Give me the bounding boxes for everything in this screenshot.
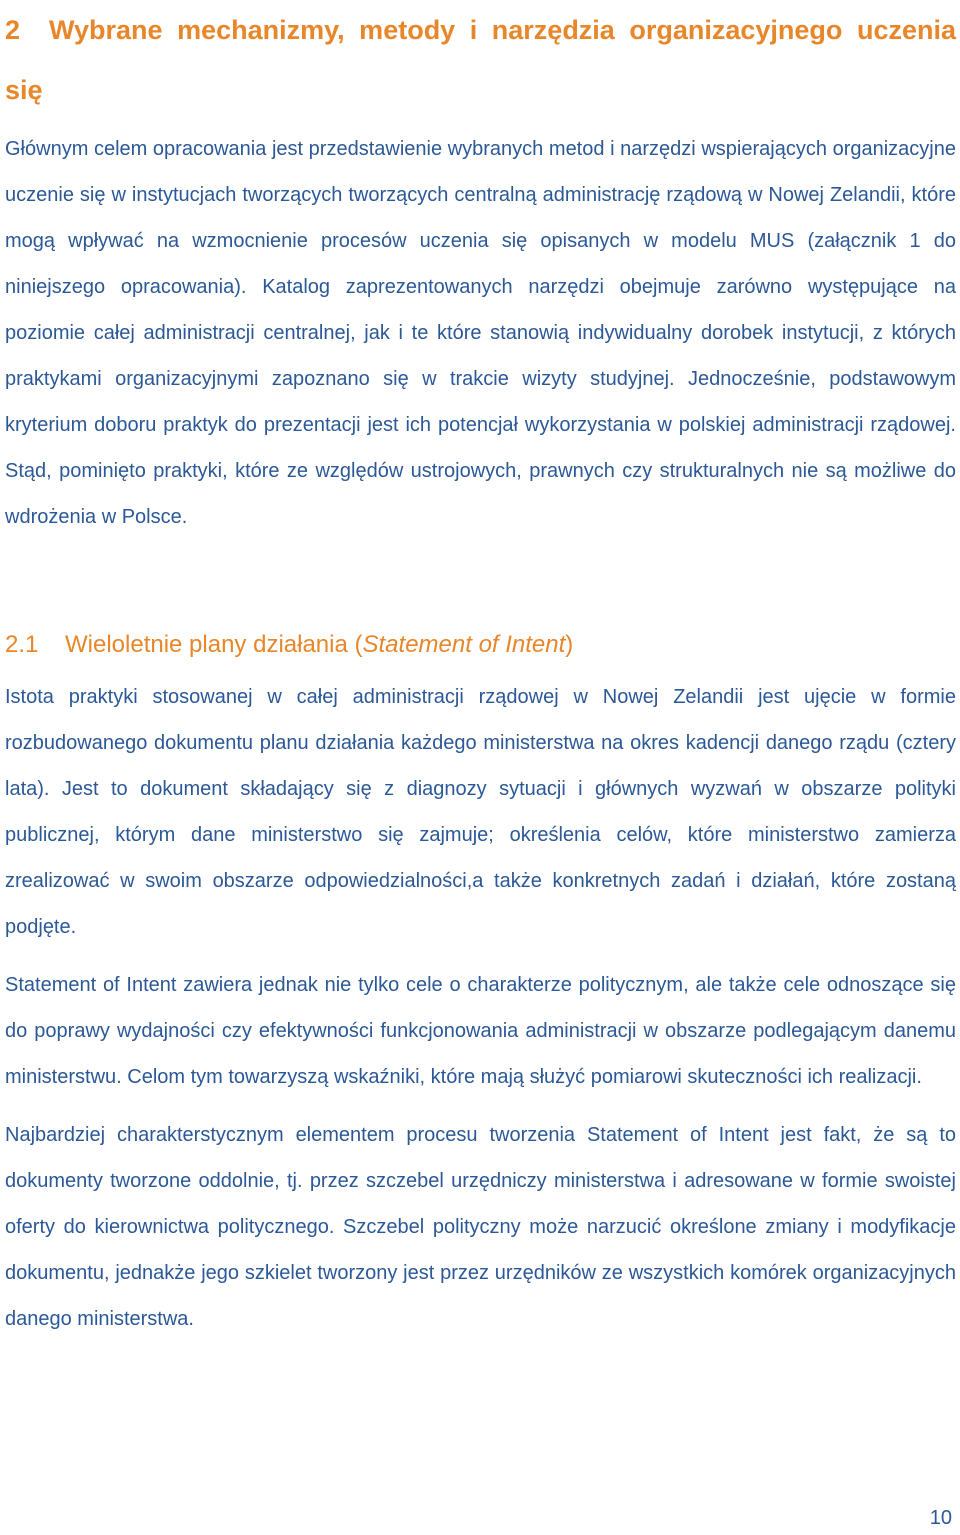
section-paragraph-2: Statement of Intent zawiera jednak nie tylko cele o charakterze politycznym, ale także cele odnoszące się do poprawy wydajności czy efektywności funkcjonowania administracji w obszarze podlegającym danemu ministerstwu. Celom tym towarzyszą wskaźniki, które mają służyć pomiarowi skuteczności ich realizacji. — [5, 974, 956, 1088]
intro-paragraph: Głównym celem opracowania jest przedstawienie wybranych metod i narzędzi wspierających organizacyjne uczenie się w instytucjach tworzących tworzących centralną administrację rządową w Nowej Zelandii, które mogą wpływać na wzmocnienie procesów uczenia się opisanych w modelu MUS (załącznik 1 do niniejszego opracowania). Katalog zaprezentowanych narzędzi obejmuje zarówno występujące na poziomie całej administracji centralnej, jak i te które stanowią indywidualny dorobek instytucji, z których praktykami organizacyjnymi zapoznano się w trakcie wizyty studyjnej. Jednocześnie, podstawowym kryterium doboru praktyk do prezentacji jest ich potencjał wykorzystania w polskiej administracji rządowej. Stąd, pominięto praktyki, które ze względów ustrojowych, prawnych czy strukturalnych nie są możliwe do wdrożenia w Polsce. — [5, 138, 956, 528]
section-title-italic: Statement of Intent — [362, 631, 566, 658]
chapter-number: 2 — [5, 15, 21, 45]
chapter-heading — [5, 0, 956, 120]
section-heading — [5, 622, 956, 668]
chapter-title: Wybrane mechanizmy, metody i narzędzia organizacyjnego uczenia się — [5, 15, 956, 105]
section-paragraph-3: Najbardziej charakterstycznym elementem procesu tworzenia Statement of Intent jest fakt, że są to dokumenty tworzone oddolnie, tj. przez szczebel urzędniczy ministerstwa i adresowane w formie swoistej oferty do kierownictwa politycznego. Szczebel polityczny może narzucić określone zmiany i modyfikacje dokumentu, jednakże jego szkielet tworzony jest przez urzędników ze wszystkich komórek organizacyjnych danego ministerstwa. — [5, 1124, 956, 1330]
section-title-suffix: ) — [565, 631, 574, 658]
section-title-prefix: Wieloletnie plany działania ( — [65, 631, 363, 658]
section-paragraph-1: Istota praktyki stosowanej w całej administracji rządowej w Nowej Zelandii jest ujęcie w formie rozbudowanego dokumentu planu działania każdego ministerstwa na okres kadencji danego rządu (cztery lata). Jest to dokument składający się z diagnozy sytuacji i głównych wyzwań w obszarze polityki publicznej, którym dane ministerstwo się zajmuje; określenia celów, które ministerstwo zamierza zrealizować w swoim obszarze odpowiedzialności,a także konkretnych zadań i działań, które zostaną podjęte. — [5, 686, 956, 938]
page-number: 10 — [929, 1507, 952, 1529]
section-number: 2.1 — [5, 631, 39, 658]
